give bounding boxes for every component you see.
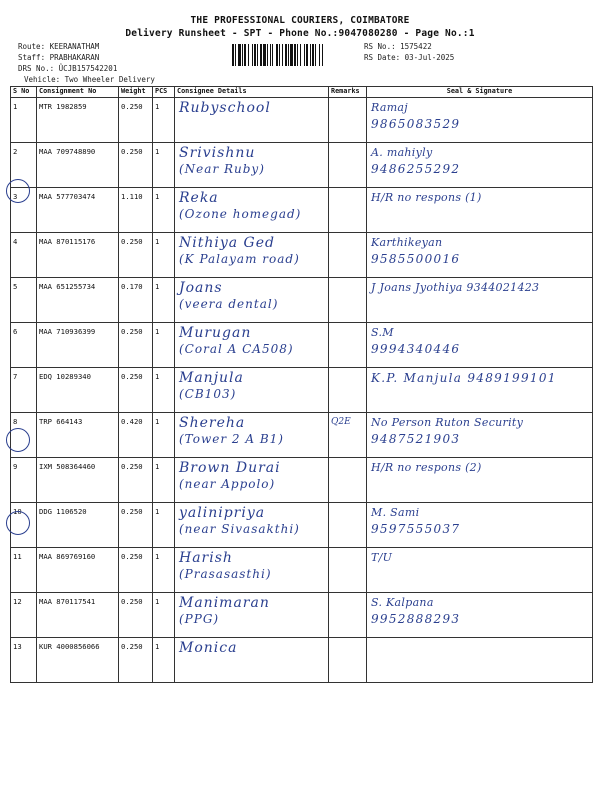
cell-remarks — [329, 188, 367, 233]
cell-consignment-no: MAA 710936399 — [37, 323, 119, 368]
table-row — [11, 458, 593, 503]
consignee-address: (near Appolo) — [179, 477, 276, 491]
cell-sno: 13 — [11, 638, 37, 683]
cell-consignment-no: MTR 1982859 — [37, 98, 119, 143]
consignee-name: Manimaran — [179, 595, 270, 611]
handwritten-signature — [371, 145, 460, 177]
consignee-address: (K Palayam road) — [179, 252, 300, 266]
cell-remarks — [329, 593, 367, 638]
table-row — [11, 323, 593, 368]
cell-consignee-details — [175, 458, 329, 503]
cell-pcs: 1 — [153, 548, 175, 593]
signature-line-2: 9585500016 — [371, 252, 461, 266]
consignee-name: Manjula — [179, 370, 244, 386]
cell-pcs: 1 — [153, 503, 175, 548]
cell-sno: 6 — [11, 323, 37, 368]
cell-consignment-no: EDQ 10289340 — [37, 368, 119, 413]
consignee-address: (PPG) — [179, 612, 220, 626]
cell-pcs: 1 — [153, 278, 175, 323]
cell-consignee-details — [175, 503, 329, 548]
handwritten-consignee — [179, 550, 272, 582]
cell-consignment-no: TRP 664143 — [37, 413, 119, 458]
handwritten-signature — [371, 190, 482, 206]
table-row — [11, 98, 593, 143]
circle-mark-row-9 — [6, 428, 30, 452]
handwritten-signature — [371, 280, 539, 296]
cell-sno: 12 — [11, 593, 37, 638]
cell-consignment-no: KUR 4000856066 — [37, 638, 119, 683]
cell-weight: 0.250 — [119, 503, 153, 548]
cell-weight: 0.250 — [119, 458, 153, 503]
cell-weight: 0.250 — [119, 548, 153, 593]
cell-pcs: 1 — [153, 188, 175, 233]
consignee-name: Joans — [179, 280, 223, 296]
handwritten-consignee — [179, 280, 278, 312]
signature-line-2: 9486255292 — [371, 162, 461, 176]
consignee-name: Srivishnu — [179, 145, 256, 161]
col-header-consignee: Consignee Details — [175, 87, 329, 98]
handwritten-signature — [371, 100, 460, 132]
handwritten-consignee — [179, 595, 270, 627]
cell-pcs: 1 — [153, 143, 175, 188]
handwritten-signature — [371, 415, 523, 447]
cell-seal-signature — [367, 458, 593, 503]
remarks-text: Q2E — [331, 417, 351, 427]
signature-line-1: S. Kalpana — [371, 596, 434, 609]
signature-line-1: T/U — [371, 551, 393, 564]
cell-sno: 11 — [11, 548, 37, 593]
cell-pcs: 1 — [153, 368, 175, 413]
cell-weight: 1.110 — [119, 188, 153, 233]
consignment-table — [10, 86, 593, 683]
col-header-pcs: PCS — [153, 87, 175, 98]
cell-weight: 0.250 — [119, 98, 153, 143]
circle-mark-row-11 — [6, 511, 30, 535]
cell-seal-signature — [367, 413, 593, 458]
table-row — [11, 413, 593, 458]
cell-consignee-details — [175, 413, 329, 458]
cell-weight: 0.170 — [119, 278, 153, 323]
cell-pcs: 1 — [153, 413, 175, 458]
col-header-weight: Weight — [119, 87, 153, 98]
vehicle-label: Vehicle: Two Wheeler Delivery — [24, 75, 155, 84]
consignee-name: Reka — [179, 190, 219, 206]
consignee-address: (veera dental) — [179, 297, 279, 311]
signature-line-1: J Joans Jyothiya 9344021423 — [371, 281, 540, 294]
handwritten-signature — [371, 460, 482, 476]
handwritten-signature — [371, 370, 557, 386]
handwritten-consignee — [179, 325, 294, 357]
cell-consignee-details — [175, 638, 329, 683]
signature-line-2: 9597555037 — [371, 522, 461, 536]
cell-weight: 0.250 — [119, 593, 153, 638]
cell-consignee-details — [175, 368, 329, 413]
cell-consignment-no: DDG 1106520 — [37, 503, 119, 548]
consignee-address: (near Sivasakthi) — [179, 522, 300, 536]
consignee-name: Shereha — [179, 415, 246, 431]
consignee-name: Harish — [179, 550, 233, 566]
table-row — [11, 368, 593, 413]
signature-line-1: H/R no respons (2) — [371, 461, 482, 474]
consignee-name: Monica — [179, 640, 238, 656]
signature-line-1: Ramaj — [371, 101, 408, 114]
table-row — [11, 233, 593, 278]
rs-number: RS No.: 1575422 — [364, 42, 432, 51]
cell-seal-signature — [367, 503, 593, 548]
table-row — [11, 593, 593, 638]
signature-line-1: S.M — [371, 326, 394, 339]
cell-remarks — [329, 368, 367, 413]
cell-consignment-no: MAA 869769160 — [37, 548, 119, 593]
cell-consignee-details — [175, 233, 329, 278]
cell-consignee-details — [175, 98, 329, 143]
cell-consignee-details — [175, 593, 329, 638]
cell-sno: 2 — [11, 143, 37, 188]
cell-seal-signature — [367, 278, 593, 323]
consignee-address: (Ozone homegad) — [179, 207, 302, 221]
cell-sno: 5 — [11, 278, 37, 323]
cell-consignee-details — [175, 548, 329, 593]
signature-line-1: H/R no respons (1) — [371, 191, 482, 204]
cell-weight: 0.250 — [119, 323, 153, 368]
cell-remarks — [329, 98, 367, 143]
signature-line-2: 9994340446 — [371, 342, 461, 356]
cell-seal-signature — [367, 143, 593, 188]
signature-line-1: Karthikeyan — [371, 236, 443, 249]
cell-weight: 0.250 — [119, 233, 153, 278]
signature-line-1: M. Sami — [371, 506, 420, 519]
cell-seal-signature — [367, 593, 593, 638]
signature-line-2: 9487521903 — [371, 432, 461, 446]
cell-consignment-no: MAA 651255734 — [37, 278, 119, 323]
cell-remarks — [329, 233, 367, 278]
handwritten-signature — [371, 550, 392, 566]
consignee-name: Murugan — [179, 325, 252, 341]
table-row — [11, 143, 593, 188]
handwritten-consignee — [179, 370, 244, 402]
handwritten-consignee — [179, 190, 301, 222]
consignee-address: (CB103) — [179, 387, 237, 401]
cell-remarks — [329, 503, 367, 548]
cell-consignee-details — [175, 323, 329, 368]
signature-line-2: 9865083529 — [371, 117, 461, 131]
handwritten-consignee — [179, 640, 237, 656]
cell-consignment-no: IXM 508364460 — [37, 458, 119, 503]
cell-sno: 4 — [11, 233, 37, 278]
handwritten-signature — [371, 595, 460, 627]
cell-seal-signature — [367, 188, 593, 233]
table-row — [11, 188, 593, 233]
cell-consignment-no: MAA 577703474 — [37, 188, 119, 233]
signature-line-2: K.P. Manjula 9489199101 — [371, 371, 557, 385]
handwritten-signature — [371, 325, 460, 357]
cell-seal-signature — [367, 548, 593, 593]
cell-seal-signature — [367, 98, 593, 143]
handwritten-consignee — [179, 100, 271, 116]
cell-consignment-no: MAA 870115176 — [37, 233, 119, 278]
handwritten-consignee — [179, 415, 284, 447]
cell-pcs: 1 — [153, 233, 175, 278]
signature-line-1: No Person Ruton Security — [371, 416, 524, 429]
table-row — [11, 548, 593, 593]
cell-weight: 0.250 — [119, 368, 153, 413]
cell-sno: 7 — [11, 368, 37, 413]
signature-line-2: 9952888293 — [371, 612, 461, 626]
company-title: THE PROFESSIONAL COURIERS, COIMBATORE — [190, 15, 410, 26]
cell-remarks — [329, 143, 367, 188]
col-header-sno: S No — [11, 87, 37, 98]
table-row — [11, 278, 593, 323]
cell-consignment-no: MAA 870117541 — [37, 593, 119, 638]
cell-weight: 0.250 — [119, 638, 153, 683]
cell-seal-signature — [367, 233, 593, 278]
col-header-consignment: Consignment No — [37, 87, 119, 98]
cell-sno: 9 — [11, 458, 37, 503]
cell-pcs: 1 — [153, 593, 175, 638]
table-row — [11, 503, 593, 548]
table-row — [11, 638, 593, 683]
col-header-seal: Seal & Signature — [367, 87, 593, 98]
barcode-image — [232, 44, 356, 66]
col-header-remarks: Remarks — [329, 87, 367, 98]
handwritten-consignee — [179, 505, 300, 537]
cell-consignee-details — [175, 143, 329, 188]
cell-remarks — [329, 413, 367, 458]
cell-sno: 1 — [11, 98, 37, 143]
cell-remarks — [329, 638, 367, 683]
cell-consignee-details — [175, 278, 329, 323]
consignee-name: yalinipriya — [179, 505, 266, 521]
cell-seal-signature — [367, 638, 593, 683]
cell-seal-signature — [367, 323, 593, 368]
drs-label: DRS No.: ÛCJB157542201 — [18, 64, 118, 73]
handwritten-signature — [371, 235, 460, 267]
consignee-address: (Near Ruby) — [179, 162, 265, 176]
staff-label: Staff: PRABHAKARAN — [18, 53, 100, 62]
cell-pcs: 1 — [153, 638, 175, 683]
route-label: Route: KEERANATHAM — [18, 42, 100, 51]
consignee-address: (Coral A CA508) — [179, 342, 294, 356]
handwritten-consignee — [179, 460, 281, 492]
cell-remarks — [329, 278, 367, 323]
handwritten-signature — [371, 505, 460, 537]
circle-mark-row-3 — [6, 179, 30, 203]
cell-pcs: 1 — [153, 323, 175, 368]
cell-consignment-no: MAA 709748890 — [37, 143, 119, 188]
cell-consignee-details — [175, 188, 329, 233]
cell-remarks — [329, 548, 367, 593]
consignee-name: Brown Durai — [179, 460, 281, 476]
table-header-row — [11, 87, 593, 98]
cell-remarks — [329, 323, 367, 368]
cell-weight: 0.420 — [119, 413, 153, 458]
rs-date: RS Date: 03-Jul-2025 — [364, 53, 455, 62]
signature-line-1: A. mahiyly — [371, 146, 433, 159]
handwritten-consignee — [179, 235, 300, 267]
runsheet-subtitle: Delivery Runsheet - SPT - Phone No.:9047080280 - Page No.:1 — [125, 28, 475, 39]
cell-pcs: 1 — [153, 98, 175, 143]
consignee-name: Rubyschool — [179, 100, 271, 116]
consignee-address: (Tower 2 A B1) — [179, 432, 284, 446]
handwritten-consignee — [179, 145, 265, 177]
consignee-name: Nithiya Ged — [179, 235, 275, 251]
consignee-address: (Prasasasthi) — [179, 567, 272, 581]
cell-pcs: 1 — [153, 458, 175, 503]
cell-sno: 8 — [11, 413, 37, 458]
cell-weight: 0.250 — [119, 143, 153, 188]
cell-seal-signature — [367, 368, 593, 413]
cell-sno: 3 — [11, 188, 37, 233]
cell-remarks — [329, 458, 367, 503]
cell-sno: 10 — [11, 503, 37, 548]
